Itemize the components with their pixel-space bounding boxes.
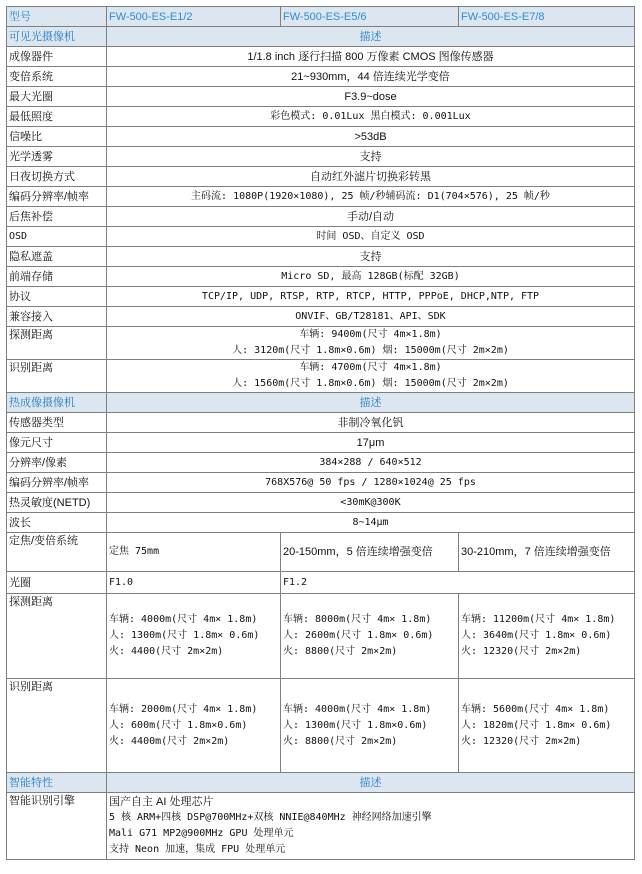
detect-line: 车辆: 11200m(尺寸 4m× 1.8m): [461, 614, 616, 625]
spec-value: 手动/自动: [107, 207, 635, 227]
spec-label: 隐私遮盖: [7, 247, 107, 267]
spec-label: 识别距离: [7, 360, 107, 393]
visible-section-title: 可见光摄像机: [7, 27, 107, 47]
spec-row: [7, 572, 635, 594]
spec-label: 像元尺寸: [7, 433, 107, 453]
model-label: 型号: [7, 7, 107, 27]
model-header-row: [7, 7, 635, 27]
spec-value: 21~930mm，44 倍连续光学变倍: [107, 67, 635, 87]
thermal-recog-m1: [107, 679, 281, 773]
spec-value: [107, 360, 635, 393]
recog-line: 火: 12320(尺寸 2m×2m): [461, 735, 582, 747]
detect-line: 火: 4400(尺寸 2m×2m): [109, 646, 224, 657]
spec-row: [7, 594, 635, 679]
spec-row: [7, 187, 635, 207]
spec-row: [7, 513, 635, 533]
model-1: FW-500-ES-E1/2: [107, 7, 281, 27]
spec-label: 前端存储: [7, 267, 107, 287]
spec-label: 智能识别引擎: [7, 793, 107, 860]
spec-row: [7, 247, 635, 267]
spec-value: <30mK@300K: [107, 493, 635, 513]
engine-desc: [107, 793, 635, 860]
spec-label: 分辨率/像素: [7, 453, 107, 473]
thermal-recog-m3: [459, 679, 635, 773]
spec-row: [7, 327, 635, 360]
recog-line: 车辆: 2000m(尺寸 4m× 1.8m): [109, 703, 258, 715]
spec-value: 1/1.8 inch 逐行扫描 800 万像素 CMOS 图像传感器: [107, 47, 635, 67]
spec-row: [7, 287, 635, 307]
spec-label: 光学透雾: [7, 147, 107, 167]
spec-row: [7, 127, 635, 147]
engine-line: Mali G71 MP2@900MHz GPU 处理单元: [109, 828, 294, 839]
spec-label: 成像器件: [7, 47, 107, 67]
spec-label: 传感器类型: [7, 413, 107, 433]
spec-label: 协议: [7, 287, 107, 307]
spec-value: 8~14μm: [107, 513, 635, 533]
spec-label: 编码分辨率/帧率: [7, 473, 107, 493]
spec-label: 识别距离: [7, 679, 107, 773]
thermal-section-title: 热成像摄像机: [7, 393, 107, 413]
spec-label: 信噪比: [7, 127, 107, 147]
spec-label: 探测距离: [7, 594, 107, 679]
detect-line: 人: 3120m(尺寸 1.8m×0.6m) 烟: 15000m(尺寸 2m×2m): [232, 345, 509, 356]
detect-line: 火: 12320(尺寸 2m×2m): [461, 646, 582, 657]
engine-line: 国产自主 AI 处理芯片: [109, 796, 214, 808]
spec-label: OSD: [7, 227, 107, 247]
lens-m2: 20-150mm，5 倍连续增强变倍: [281, 533, 459, 572]
spec-label: 最大光圈: [7, 87, 107, 107]
spec-row: [7, 473, 635, 493]
smart-section-title: 智能特性: [7, 773, 107, 793]
thermal-detect-m3: [459, 594, 635, 679]
spec-label: 后焦补偿: [7, 207, 107, 227]
spec-value: 自动红外滤片切换彩转黑: [107, 167, 635, 187]
smart-section-desc: 描述: [107, 773, 635, 793]
spec-label: 编码分辨率/帧率: [7, 187, 107, 207]
spec-row: [7, 107, 635, 127]
recog-line: 车辆: 5600m(尺寸 4m× 1.8m): [461, 703, 610, 715]
recog-line: 火: 8800(尺寸 2m×2m): [283, 735, 398, 747]
detect-line: 车辆: 9400m(尺寸 4m×1.8m): [299, 329, 442, 340]
visible-section-row: [7, 27, 635, 47]
spec-label: 热灵敏度(NETD): [7, 493, 107, 513]
spec-value: 768X576@ 50 fps / 1280×1024@ 25 fps: [107, 473, 635, 493]
spec-value: 非制冷氧化钒: [107, 413, 635, 433]
detect-line: 火: 8800(尺寸 2m×2m): [283, 646, 398, 657]
recog-line: 人: 1820m(尺寸 1.8m× 0.6m): [461, 719, 612, 731]
thermal-section-desc: 描述: [107, 393, 635, 413]
spec-value: TCP/IP, UDP, RTSP, RTP, RTCP, HTTP, PPPoE, DHCP,NTP, FTP: [107, 287, 635, 307]
spec-value: 彩色模式: 0.01Lux 黑白模式: 0.001Lux: [107, 107, 635, 127]
spec-row: [7, 533, 635, 572]
thermal-section-row: [7, 393, 635, 413]
spec-row: [7, 147, 635, 167]
spec-label: 日夜切换方式: [7, 167, 107, 187]
spec-value: 支持: [107, 147, 635, 167]
visible-section-desc: 描述: [107, 27, 635, 47]
spec-label: 定焦/变倍系统: [7, 533, 107, 572]
detect-line: 人: 1300m(尺寸 1.8m× 0.6m): [109, 630, 260, 641]
spec-value: 支持: [107, 247, 635, 267]
spec-row: [7, 207, 635, 227]
detect-line: 车辆: 4000m(尺寸 4m× 1.8m): [109, 614, 258, 625]
model-3: FW-500-ES-E7/8: [459, 7, 635, 27]
spec-row: [7, 413, 635, 433]
spec-row: [7, 267, 635, 287]
iris-m2: F1.2: [281, 572, 635, 594]
spec-row: [7, 679, 635, 773]
spec-value: ONVIF、GB/T28181、API、SDK: [107, 307, 635, 327]
model-2: FW-500-ES-E5/6: [281, 7, 459, 27]
lens-m1: 定焦 75mm: [107, 533, 281, 572]
iris-m1: F1.0: [107, 572, 281, 594]
recog-line: 火: 4400m(尺寸 2m×2m): [109, 735, 230, 747]
spec-row: [7, 67, 635, 87]
spec-label: 波长: [7, 513, 107, 533]
smart-section-row: [7, 773, 635, 793]
recog-line: 车辆: 4000m(尺寸 4m× 1.8m): [283, 703, 432, 715]
recog-line: 人: 600m(尺寸 1.8m×0.6m): [109, 719, 248, 731]
engine-line: 支持 Neon 加速，集成 FPU 处理单元: [109, 844, 286, 855]
spec-label: 光圈: [7, 572, 107, 594]
spec-label: 兼容接入: [7, 307, 107, 327]
spec-value: 时间 OSD、自定义 OSD: [107, 227, 635, 247]
spec-table: [6, 6, 635, 860]
spec-value: 主码流: 1080P(1920×1080), 25 帧/秒辅码流: D1(704×576), 25 帧/秒: [107, 187, 635, 207]
engine-line: 5 核 ARM+四核 DSP@700MHz+双核 NNIE@840MHz 神经网络加速引擎: [109, 812, 432, 823]
spec-row: [7, 47, 635, 67]
spec-value: >53dB: [107, 127, 635, 147]
spec-row: [7, 227, 635, 247]
lens-m3: 30-210mm，7 倍连续增强变倍: [459, 533, 635, 572]
detect-line: 车辆: 8000m(尺寸 4m× 1.8m): [283, 614, 432, 625]
thermal-detect-m2: [281, 594, 459, 679]
spec-label: 最低照度: [7, 107, 107, 127]
spec-row: [7, 167, 635, 187]
spec-row: [7, 360, 635, 393]
spec-value: 17μm: [107, 433, 635, 453]
thermal-detect-m1: [107, 594, 281, 679]
spec-row: [7, 433, 635, 453]
spec-row: [7, 793, 635, 860]
spec-row: [7, 493, 635, 513]
recog-line: 车辆: 4700m(尺寸 4m×1.8m): [299, 362, 442, 373]
thermal-recog-m2: [281, 679, 459, 773]
recog-line: 人: 1560m(尺寸 1.8m×0.6m) 烟: 15000m(尺寸 2m×2m): [232, 378, 509, 389]
spec-label: 探测距离: [7, 327, 107, 360]
spec-label: 变倍系统: [7, 67, 107, 87]
spec-value: Micro SD, 最高 128GB(标配 32GB): [107, 267, 635, 287]
spec-row: [7, 307, 635, 327]
spec-row: [7, 87, 635, 107]
spec-value: [107, 327, 635, 360]
detect-line: 人: 3640m(尺寸 1.8m× 0.6m): [461, 630, 612, 641]
spec-row: [7, 453, 635, 473]
detect-line: 人: 2600m(尺寸 1.8m× 0.6m): [283, 630, 434, 641]
spec-value: 384×288 / 640×512: [107, 453, 635, 473]
recog-line: 人: 1300m(尺寸 1.8m×0.6m): [283, 719, 428, 731]
spec-value: F3.9~dose: [107, 87, 635, 107]
